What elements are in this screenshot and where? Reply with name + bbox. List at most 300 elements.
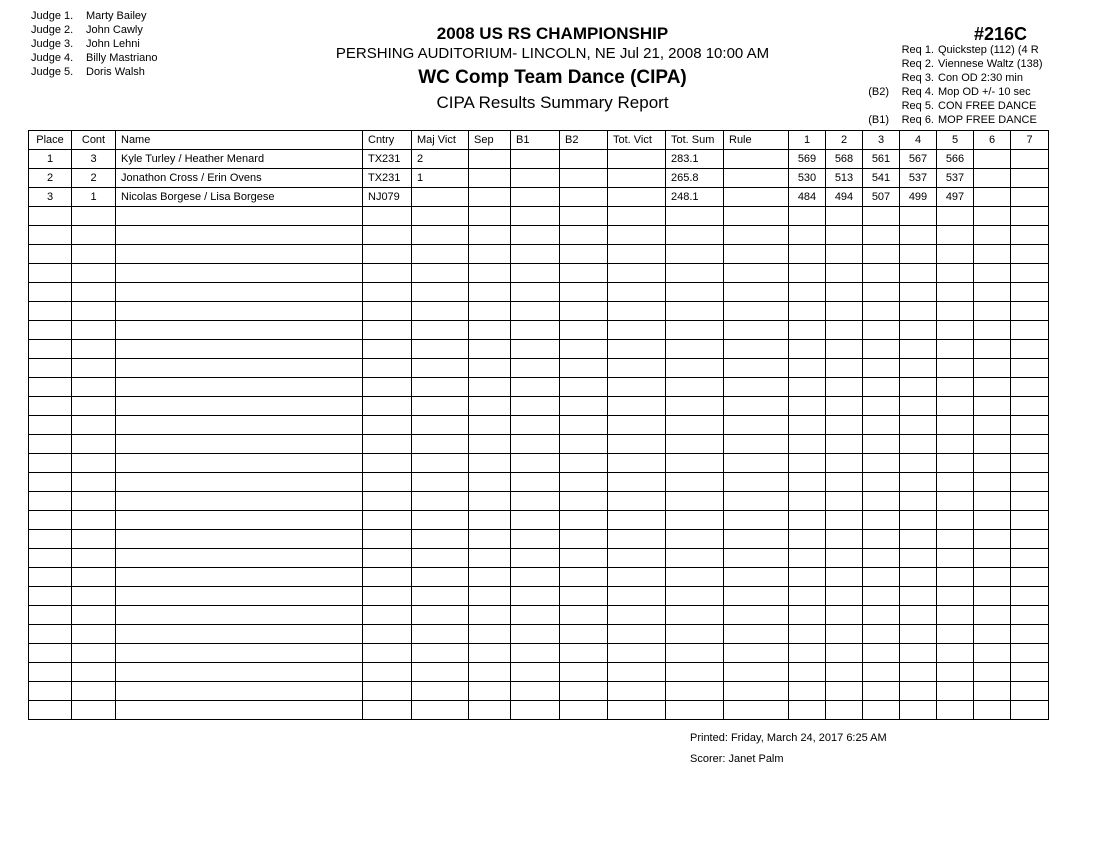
table-cell <box>469 454 511 473</box>
table-cell <box>116 397 363 416</box>
table-cell <box>72 663 116 682</box>
table-cell <box>560 226 608 245</box>
requirement-entry <box>855 43 1043 57</box>
table-cell <box>863 701 900 720</box>
column-header: 3 <box>863 131 900 150</box>
table-cell <box>789 302 826 321</box>
table-cell <box>900 264 937 283</box>
table-cell <box>789 378 826 397</box>
table-cell <box>666 682 724 701</box>
scorer-name: Scorer: Janet Palm <box>690 753 784 765</box>
table-cell <box>608 416 666 435</box>
table-cell <box>608 625 666 644</box>
table-cell <box>511 492 560 511</box>
table-cell <box>116 340 363 359</box>
table-cell <box>511 397 560 416</box>
table-cell <box>937 435 974 454</box>
table-cell <box>974 397 1011 416</box>
table-cell <box>826 530 863 549</box>
table-cell <box>724 321 789 340</box>
table-cell: 494 <box>826 188 863 207</box>
table-cell <box>29 245 72 264</box>
table-cell: 530 <box>789 169 826 188</box>
table-cell <box>1011 378 1049 397</box>
table-cell <box>560 549 608 568</box>
table-cell <box>789 359 826 378</box>
table-cell <box>900 606 937 625</box>
table-cell <box>666 663 724 682</box>
empty-row <box>29 568 1049 587</box>
table-cell <box>826 321 863 340</box>
table-cell <box>789 473 826 492</box>
table-cell <box>900 207 937 226</box>
table-cell <box>666 378 724 397</box>
empty-row <box>29 416 1049 435</box>
table-cell <box>863 340 900 359</box>
empty-row <box>29 587 1049 606</box>
empty-row <box>29 492 1049 511</box>
column-header: 5 <box>937 131 974 150</box>
table-cell <box>116 663 363 682</box>
table-cell <box>974 169 1011 188</box>
table-cell <box>826 663 863 682</box>
table-cell <box>974 359 1011 378</box>
table-cell <box>412 226 469 245</box>
table-cell <box>937 207 974 226</box>
table-cell <box>469 644 511 663</box>
table-cell <box>974 663 1011 682</box>
table-cell <box>72 473 116 492</box>
table-cell <box>560 511 608 530</box>
table-cell <box>937 283 974 302</box>
table-cell <box>116 492 363 511</box>
table-cell <box>724 359 789 378</box>
table-cell <box>826 435 863 454</box>
table-cell <box>72 644 116 663</box>
table-cell <box>974 587 1011 606</box>
table-cell <box>826 264 863 283</box>
table-cell <box>29 397 72 416</box>
requirement-entry <box>855 85 1043 99</box>
table-cell <box>608 264 666 283</box>
table-cell <box>974 473 1011 492</box>
table-cell <box>826 397 863 416</box>
table-cell <box>511 568 560 587</box>
table-cell <box>116 549 363 568</box>
table-cell <box>1011 169 1049 188</box>
judge-label: Judge 2. <box>31 24 74 36</box>
table-cell: 3 <box>29 188 72 207</box>
table-cell <box>363 606 412 625</box>
table-cell <box>900 587 937 606</box>
table-cell <box>1011 663 1049 682</box>
table-cell: Kyle Turley / Heather Menard <box>116 150 363 169</box>
table-cell <box>608 587 666 606</box>
table-cell: 513 <box>826 169 863 188</box>
table-cell <box>789 454 826 473</box>
table-cell <box>116 644 363 663</box>
empty-row <box>29 511 1049 530</box>
empty-row <box>29 283 1049 302</box>
column-header: Name <box>116 131 363 150</box>
table-cell: NJ079 <box>363 188 412 207</box>
table-cell <box>974 321 1011 340</box>
table-cell <box>608 283 666 302</box>
table-cell <box>826 701 863 720</box>
table-cell <box>937 625 974 644</box>
table-cell <box>789 587 826 606</box>
table-cell <box>363 397 412 416</box>
table-cell <box>116 454 363 473</box>
table-cell <box>826 207 863 226</box>
table-cell <box>363 226 412 245</box>
table-cell <box>116 435 363 454</box>
table-cell <box>974 226 1011 245</box>
table-cell <box>724 416 789 435</box>
table-cell <box>469 169 511 188</box>
table-cell <box>412 207 469 226</box>
table-cell <box>789 644 826 663</box>
table-cell <box>363 378 412 397</box>
table-cell <box>511 682 560 701</box>
table-cell <box>1011 207 1049 226</box>
judge-label: Judge 1. <box>31 10 74 22</box>
table-cell <box>560 188 608 207</box>
table-cell <box>724 663 789 682</box>
table-cell <box>511 359 560 378</box>
table-cell <box>363 644 412 663</box>
table-cell <box>511 625 560 644</box>
table-cell <box>412 321 469 340</box>
table-cell <box>560 454 608 473</box>
table-cell <box>826 625 863 644</box>
table-cell <box>560 245 608 264</box>
table-cell <box>1011 416 1049 435</box>
table-cell <box>937 473 974 492</box>
table-cell <box>724 340 789 359</box>
table-cell <box>974 302 1011 321</box>
table-cell <box>789 568 826 587</box>
table-cell <box>511 416 560 435</box>
empty-row <box>29 701 1049 720</box>
table-cell <box>937 644 974 663</box>
table-cell <box>116 321 363 340</box>
table-cell <box>412 283 469 302</box>
table-cell <box>29 663 72 682</box>
empty-row <box>29 340 1049 359</box>
table-cell <box>608 435 666 454</box>
table-cell <box>116 359 363 378</box>
table-cell: 2 <box>29 169 72 188</box>
table-cell <box>363 245 412 264</box>
table-cell <box>363 587 412 606</box>
table-cell <box>412 245 469 264</box>
table-cell <box>511 188 560 207</box>
table-cell <box>511 226 560 245</box>
table-cell <box>789 511 826 530</box>
table-cell <box>724 435 789 454</box>
table-cell <box>863 511 900 530</box>
table-cell <box>1011 568 1049 587</box>
table-cell <box>666 435 724 454</box>
table-cell <box>72 701 116 720</box>
table-cell <box>116 587 363 606</box>
table-cell <box>863 568 900 587</box>
column-header: 6 <box>974 131 1011 150</box>
table-cell <box>560 606 608 625</box>
table-cell <box>412 416 469 435</box>
table-cell <box>863 606 900 625</box>
table-cell <box>412 378 469 397</box>
table-cell <box>863 245 900 264</box>
table-cell <box>724 378 789 397</box>
table-cell <box>937 701 974 720</box>
table-cell <box>724 302 789 321</box>
empty-row <box>29 682 1049 701</box>
table-cell <box>511 264 560 283</box>
table-cell <box>608 511 666 530</box>
table-cell <box>724 568 789 587</box>
table-cell: 484 <box>789 188 826 207</box>
table-cell <box>116 207 363 226</box>
table-cell <box>724 226 789 245</box>
table-cell <box>560 359 608 378</box>
table-cell <box>724 473 789 492</box>
table-cell <box>72 226 116 245</box>
table-cell <box>937 302 974 321</box>
table-cell <box>826 416 863 435</box>
table-cell <box>724 188 789 207</box>
table-cell <box>666 245 724 264</box>
table-cell <box>863 264 900 283</box>
table-cell <box>1011 492 1049 511</box>
table-cell <box>29 340 72 359</box>
table-cell <box>826 378 863 397</box>
table-cell <box>608 302 666 321</box>
table-cell: TX231 <box>363 150 412 169</box>
table-cell <box>974 188 1011 207</box>
table-cell <box>363 302 412 321</box>
table-cell <box>72 264 116 283</box>
table-cell <box>937 397 974 416</box>
table-cell <box>29 283 72 302</box>
table-cell <box>72 625 116 644</box>
table-cell <box>29 701 72 720</box>
table-cell <box>29 435 72 454</box>
empty-row <box>29 625 1049 644</box>
table-cell <box>72 606 116 625</box>
table-cell <box>412 435 469 454</box>
table-cell <box>469 682 511 701</box>
table-cell <box>560 682 608 701</box>
table-cell <box>511 207 560 226</box>
column-header: B1 <box>511 131 560 150</box>
table-cell <box>724 511 789 530</box>
table-cell <box>724 283 789 302</box>
table-cell <box>29 226 72 245</box>
table-cell <box>116 606 363 625</box>
column-header: Tot. Sum <box>666 131 724 150</box>
table-cell <box>511 663 560 682</box>
empty-row <box>29 454 1049 473</box>
results-table <box>28 130 1049 720</box>
table-cell <box>72 283 116 302</box>
column-header: Sep <box>469 131 511 150</box>
table-cell <box>469 378 511 397</box>
table-cell <box>900 378 937 397</box>
table-cell <box>560 663 608 682</box>
requirement-prefix: (B2) <box>868 86 889 98</box>
column-header: 1 <box>789 131 826 150</box>
table-cell <box>789 283 826 302</box>
table-cell <box>937 663 974 682</box>
table-cell <box>560 283 608 302</box>
table-cell <box>469 549 511 568</box>
table-cell <box>789 245 826 264</box>
table-cell <box>863 359 900 378</box>
empty-row <box>29 302 1049 321</box>
table-cell <box>974 435 1011 454</box>
table-cell <box>937 454 974 473</box>
table-cell <box>116 625 363 644</box>
table-cell <box>72 397 116 416</box>
table-cell <box>666 454 724 473</box>
table-cell <box>937 340 974 359</box>
table-cell <box>900 226 937 245</box>
table-cell <box>937 226 974 245</box>
table-cell <box>412 188 469 207</box>
table-cell: 3 <box>72 150 116 169</box>
table-cell <box>560 473 608 492</box>
table-cell <box>826 283 863 302</box>
table-cell <box>412 587 469 606</box>
table-cell <box>666 359 724 378</box>
table-cell <box>1011 435 1049 454</box>
column-header: 4 <box>900 131 937 150</box>
table-cell: 566 <box>937 150 974 169</box>
table-cell <box>363 530 412 549</box>
judge-name: Doris Walsh <box>86 66 145 78</box>
table-cell <box>412 568 469 587</box>
table-cell <box>863 587 900 606</box>
table-cell <box>789 530 826 549</box>
table-cell <box>363 492 412 511</box>
table-cell <box>608 549 666 568</box>
requirement-label: Req 3. <box>901 72 934 84</box>
table-cell <box>1011 264 1049 283</box>
table-cell <box>469 207 511 226</box>
table-cell <box>469 663 511 682</box>
table-cell <box>608 207 666 226</box>
table-cell <box>724 207 789 226</box>
requirement-text: MOP FREE DANCE <box>938 114 1037 126</box>
table-cell <box>863 682 900 701</box>
table-cell <box>1011 473 1049 492</box>
table-cell <box>863 454 900 473</box>
table-cell <box>469 530 511 549</box>
requirement-label: Req 6. <box>901 114 934 126</box>
table-cell <box>511 473 560 492</box>
table-cell <box>511 530 560 549</box>
table-cell <box>511 606 560 625</box>
table-cell <box>974 644 1011 663</box>
table-cell <box>116 264 363 283</box>
table-cell <box>666 226 724 245</box>
table-cell <box>900 549 937 568</box>
column-header: 2 <box>826 131 863 150</box>
table-cell <box>666 606 724 625</box>
table-cell <box>412 397 469 416</box>
empty-row <box>29 606 1049 625</box>
table-cell <box>412 340 469 359</box>
table-cell <box>974 511 1011 530</box>
table-cell <box>116 283 363 302</box>
table-cell <box>826 644 863 663</box>
table-cell <box>363 264 412 283</box>
table-cell <box>469 264 511 283</box>
table-cell <box>724 530 789 549</box>
table-cell <box>666 283 724 302</box>
table-cell <box>116 226 363 245</box>
table-cell <box>900 397 937 416</box>
table-cell <box>72 454 116 473</box>
table-cell <box>72 416 116 435</box>
table-cell <box>72 682 116 701</box>
table-cell <box>826 473 863 492</box>
table-cell <box>937 587 974 606</box>
table-cell: 1 <box>72 188 116 207</box>
table-cell <box>1011 302 1049 321</box>
table-cell <box>469 226 511 245</box>
table-cell <box>29 568 72 587</box>
table-cell <box>116 530 363 549</box>
table-cell <box>469 606 511 625</box>
judge-entry <box>31 23 158 37</box>
table-cell <box>72 340 116 359</box>
empty-row <box>29 644 1049 663</box>
result-row <box>29 169 1049 188</box>
requirement-prefix: (B1) <box>868 114 889 126</box>
column-header: Rule <box>724 131 789 150</box>
table-cell <box>724 549 789 568</box>
table-cell: 2 <box>72 169 116 188</box>
table-cell <box>608 397 666 416</box>
table-cell <box>900 568 937 587</box>
table-cell <box>608 606 666 625</box>
requirement-text: Mop OD +/- 10 sec <box>938 86 1031 98</box>
judge-name: Billy Mastriano <box>86 52 158 64</box>
table-cell <box>724 587 789 606</box>
table-cell <box>1011 511 1049 530</box>
table-cell <box>900 302 937 321</box>
table-cell <box>412 511 469 530</box>
table-cell <box>863 397 900 416</box>
table-cell <box>974 207 1011 226</box>
table-cell <box>511 169 560 188</box>
empty-row <box>29 378 1049 397</box>
table-cell <box>412 264 469 283</box>
table-cell <box>724 245 789 264</box>
table-cell <box>724 454 789 473</box>
table-cell <box>863 473 900 492</box>
table-cell <box>560 169 608 188</box>
table-cell <box>560 340 608 359</box>
table-cell <box>863 378 900 397</box>
table-cell <box>1011 549 1049 568</box>
empty-row <box>29 473 1049 492</box>
table-cell <box>826 682 863 701</box>
column-header: Place <box>29 131 72 150</box>
